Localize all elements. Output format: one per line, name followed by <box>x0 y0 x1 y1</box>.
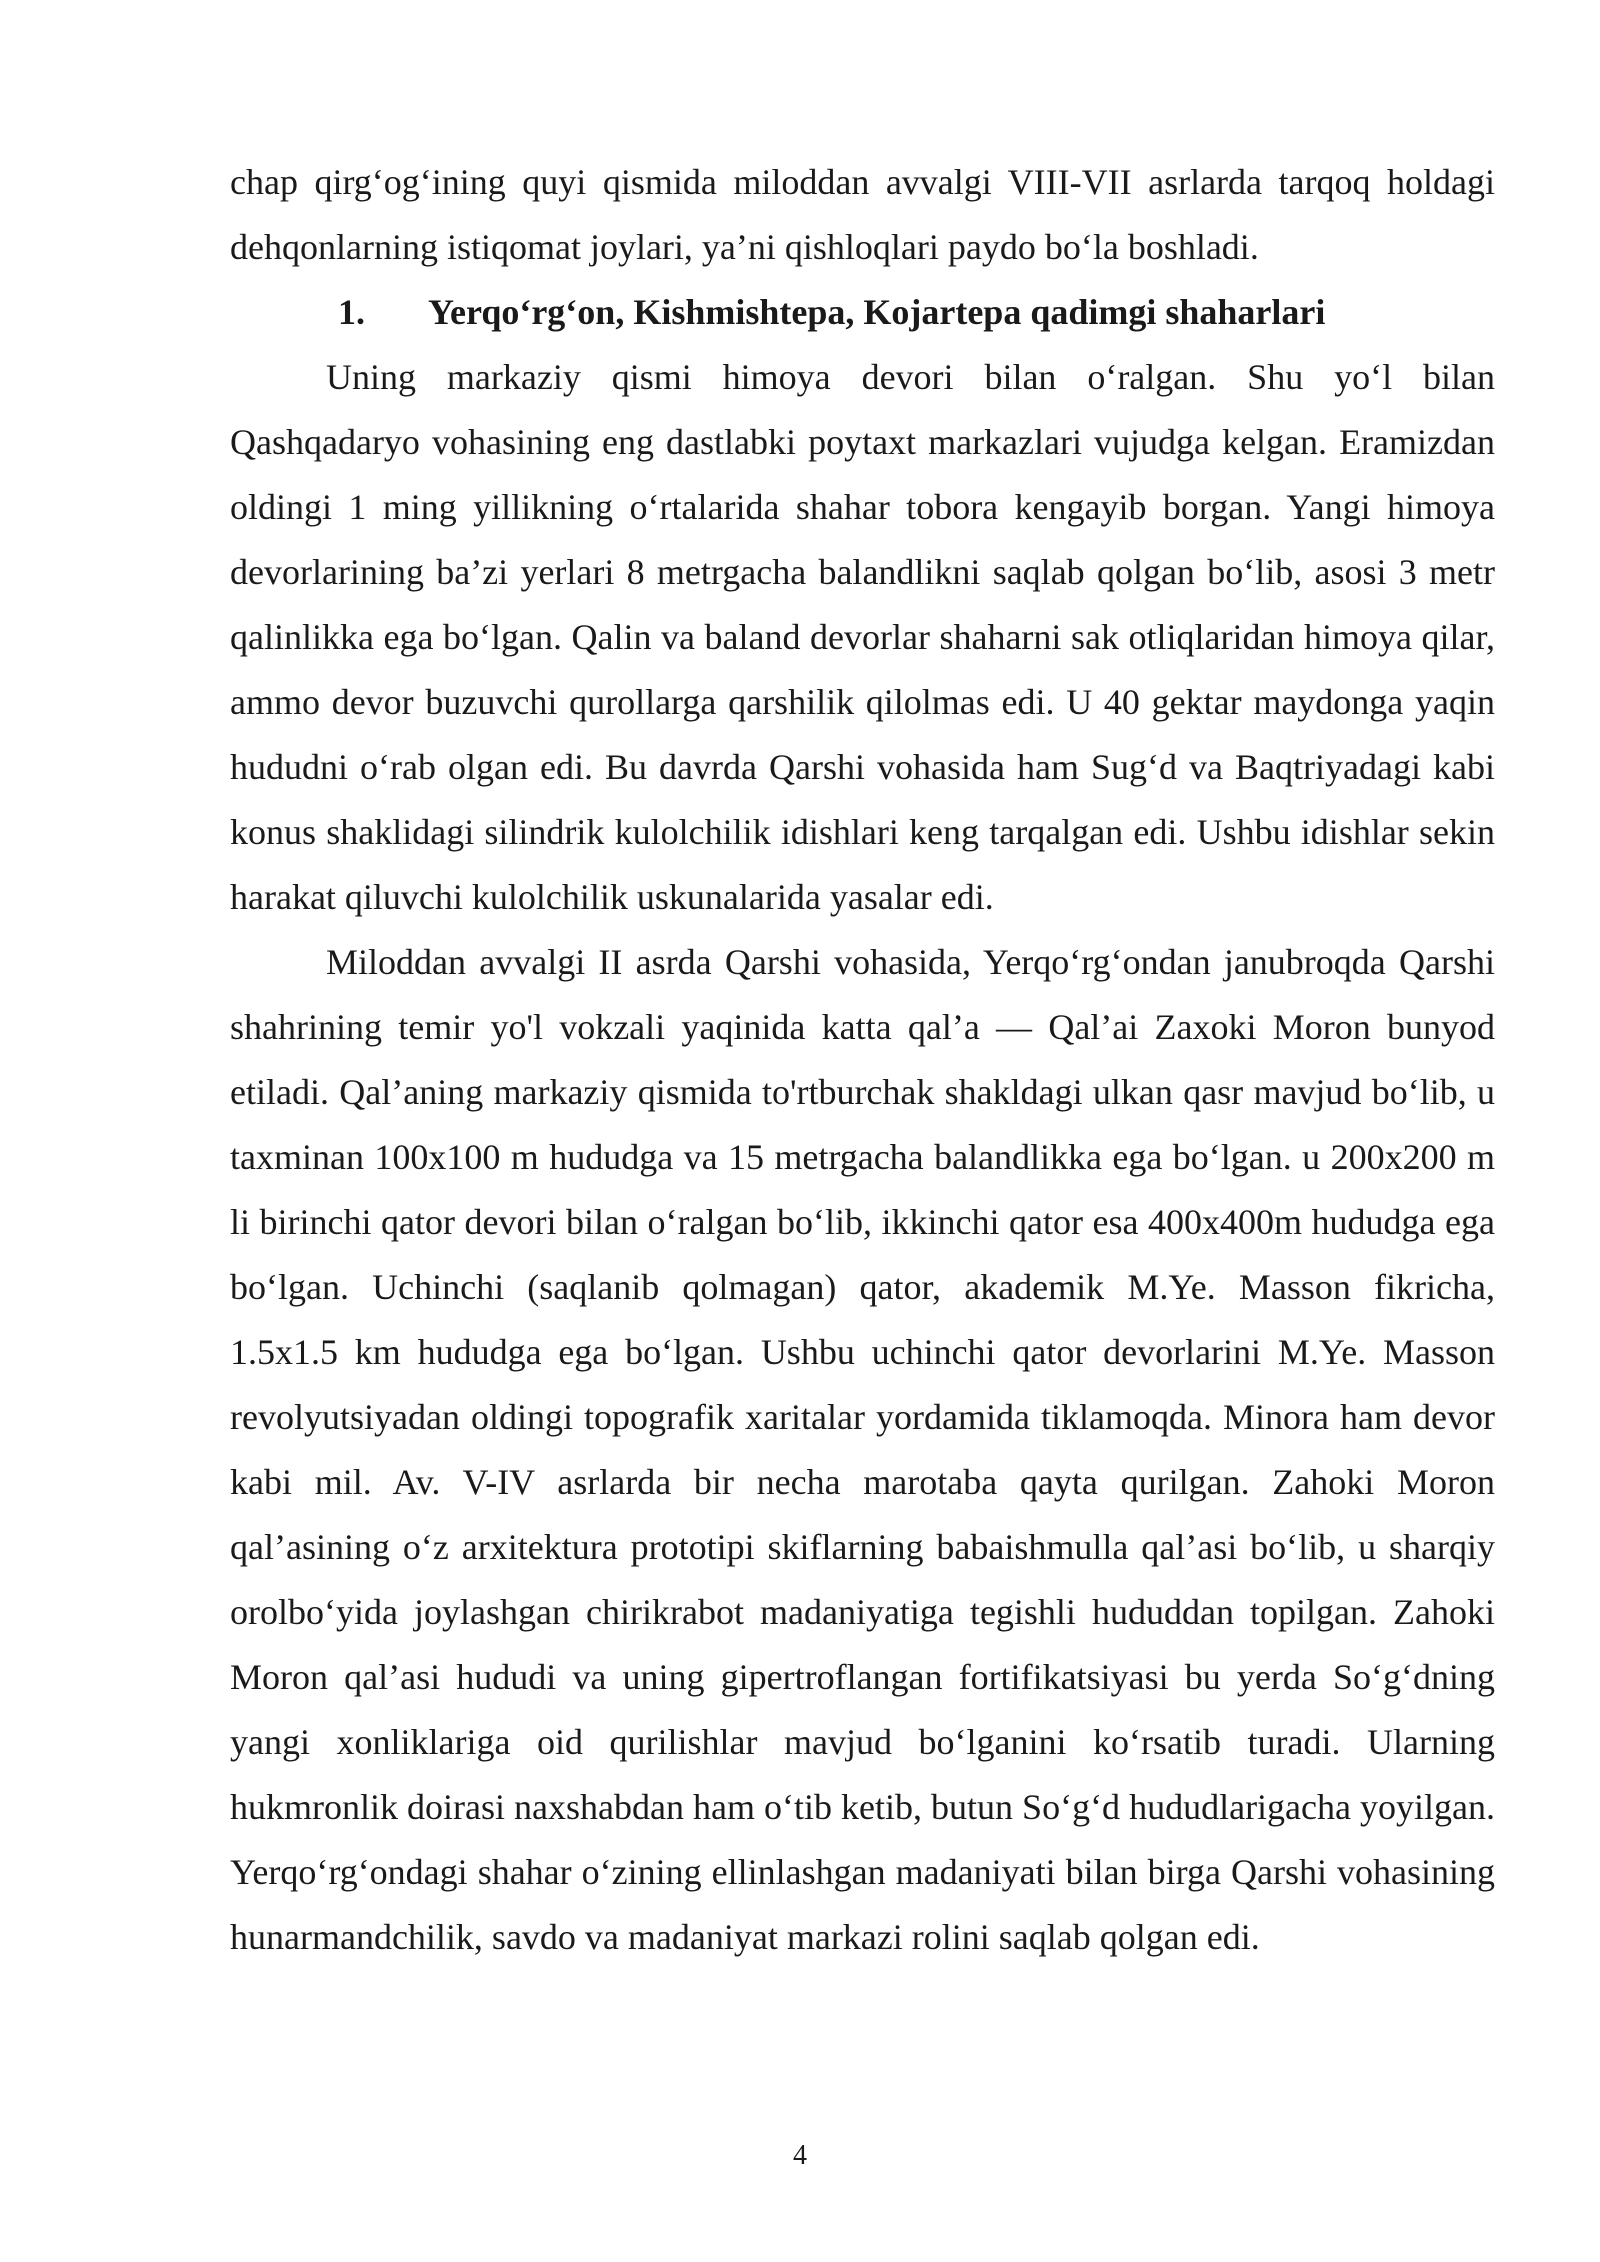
paragraph-intro: chap qirg‘og‘ining quyi qismida miloddan avvalgi VIII-VII asrlarda tarqoq holdagi dehqonlarning istiqomat joylari, ya’ni qishloqlari paydo bo‘la boshladi. <box>230 162 1495 267</box>
section-heading-number: 1. <box>338 292 365 332</box>
section-heading <box>230 280 1495 345</box>
section-heading-text: Yerqo‘rg‘on, Kishmishtepa, Kojartepa qadimgi shaharlari <box>428 292 1326 332</box>
page-number: 4 <box>793 2140 807 2171</box>
paragraph-2: Miloddan avvalgi II asrda Qarshi vohasida, Yerqo‘rg‘ondan janubroqda Qarshi shahrining temir yo'l vokzali yaqinida katta qal’a — Qal’ai Zaxoki Moron bunyod etiladi. Qal’aning markaziy qismida to'rtburchak shakldagi ulkan qasr mavjud bo‘lib, u taxminan 100x100 m hududga va 15 metrgacha balandlikka ega bo‘lgan. u 200x200 m li birinchi qator devori bilan o‘ralgan bo‘lib, ikkinchi qator esa 400x400m hududga ega bo‘lgan. Uchinchi (saqlanib qolmagan) qator, akademik M.Ye. Masson fikricha, 1.5x1.5 km hududga ega bo‘lgan. Ushbu uchinchi qator devorlarini M.Ye. Masson revolyutsiyadan oldingi topografik xaritalar yordamida tiklamoqda. Minora ham devor kabi mil. Av. V-IV asrlarda bir necha marotaba qayta qurilgan. Zahoki Moron qal’asining o‘z arxitektura prototipi skiflarning babaishmulla qal’asi bo‘lib, u sharqiy orolbo‘yida joylashgan chirikrabot madaniyatiga tegishli hududdan topilgan. Zahoki Moron qal’asi hududi va uning gipertroflangan fortifikatsiyasi bu yerda So‘g‘dning yangi xonliklariga oid qurilishlar mavjud bo‘lganini ko‘rsatib turadi. Ularning hukmronlik doirasi naxshabdan ham o‘tib ketib, butun So‘g‘d hududlarigacha yoyilgan. Yerqo‘rg‘ondagi shahar o‘zining ellinlashgan madaniyati bilan birga Qarshi vohasining hunarmandchilik, savdo va madaniyat markazi rolini saqlab qolgan edi. <box>230 942 1495 1957</box>
paragraph-1: Uning markaziy qismi himoya devori bilan o‘ralgan. Shu yo‘l bilan Qashqadaryo vohasining eng dastlabki poytaxt markazlari vujudga kelgan. Eramizdan oldingi 1 ming yillikning o‘rtalarida shahar tobora kengayib borgan. Yangi himoya devorlarining ba’zi yerlari 8 metrgacha balandlikni saqlab qolgan bo‘lib, asosi 3 metr qalinlikka ega bo‘lgan. Qalin va baland devorlar shaharni sak otliqlaridan himoya qilar, ammo devor buzuvchi qurollarga qarshilik qilolmas edi. U 40 gektar maydonga yaqin hududni o‘rab olgan edi. Bu davrda Qarshi vohasida ham Sug‘d va Baqtriyadagi kabi konus shaklidagi silindrik kulolchilik idishlari keng tarqalgan edi. Ushbu idishlar sekin harakat qiluvchi kulolchilik uskunalarida yasalar edi. <box>230 357 1495 917</box>
page-body <box>230 150 1495 1970</box>
